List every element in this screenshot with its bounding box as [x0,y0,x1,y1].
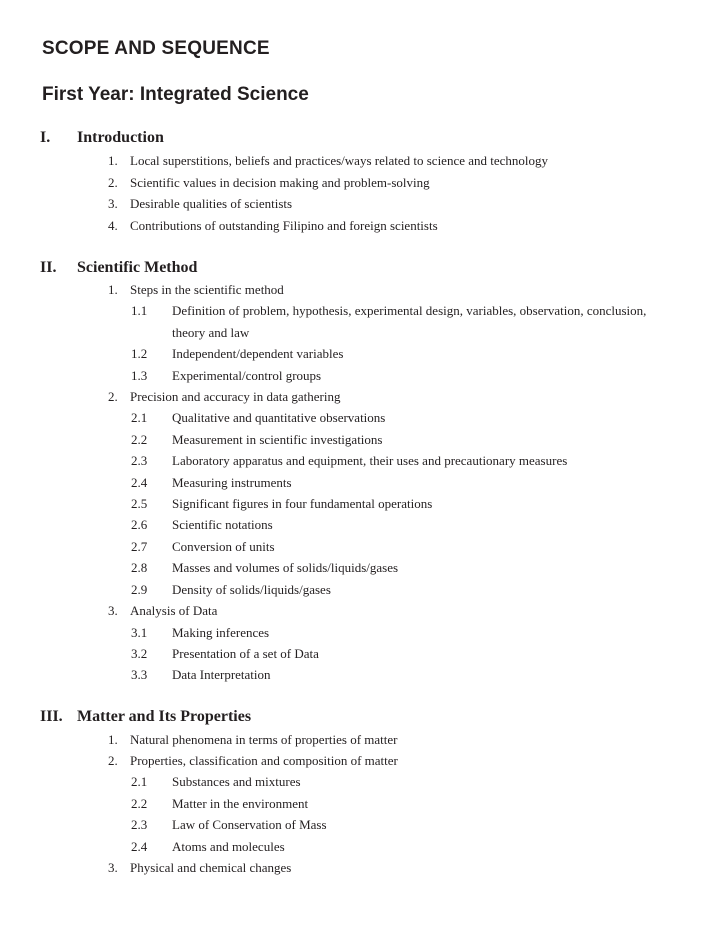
sub-item-number: 2.3 [131,453,148,468]
section-title: Matter and Its Properties [77,708,252,725]
item-text: Steps in the scientific method [130,282,284,297]
item-number: 2. [108,175,118,190]
sub-item-number: 3.1 [131,625,148,640]
sub-item-text: Masses and volumes of solids/liquids/gases [172,560,399,575]
sub-item-text: Presentation of a set of Data [172,646,319,661]
section-title: Scientific Method [77,259,198,276]
sub-item-text: Experimental/control groups [172,368,322,383]
sub-item-text: Laboratory apparatus and equipment, their uses and precautionary measures [172,453,568,468]
item-text: Physical and chemical changes [130,860,292,875]
sub-item-text: Measurement in scientific investigations [172,432,383,447]
sub-item-number: 2.8 [131,560,148,575]
sub-item-number: 3.3 [131,667,148,682]
sub-item-number: 2.1 [131,410,148,425]
sub-item-text: Qualitative and quantitative observations [172,410,386,425]
item-number: 1. [108,282,118,297]
sub-item-number: 2.6 [131,517,148,532]
item-text: Contributions of outstanding Filipino and foreign scientists [130,218,438,233]
sub-item-text: Independent/dependent variables [172,346,344,361]
section-title: Introduction [77,129,164,146]
item-number: 3. [108,860,118,875]
item-number: 3. [108,603,118,618]
sub-item-text: Significant figures in four fundamental operations [172,496,433,511]
item-text: Properties, classification and composition of matter [130,753,398,768]
item-number: 1. [108,732,118,747]
sub-item-number: 2.4 [131,475,148,490]
sub-item-text: Scientific notations [172,517,273,532]
item-number: 4. [108,218,118,233]
sub-item-number: 1.3 [131,368,148,383]
sub-item-text: Law of Conservation of Mass [172,817,327,832]
sub-item-number: 2.2 [131,432,148,447]
sub-item-number: 2.9 [131,582,148,597]
section-number: I. [40,129,51,146]
sub-item-text-continuation: theory and law [172,325,250,340]
sub-item-number: 1.2 [131,346,148,361]
sub-item-number: 2.1 [131,774,148,789]
sub-item-text: Making inferences [172,625,270,640]
document-subtitle: First Year: Integrated Science [42,84,309,105]
item-number: 2. [108,753,118,768]
document-title: SCOPE AND SEQUENCE [42,38,270,59]
item-text: Local superstitions, beliefs and practices/ways related to science and technology [130,153,549,168]
section-number: III. [40,708,63,725]
sub-item-text: Measuring instruments [172,475,292,490]
item-text: Precision and accuracy in data gathering [130,389,341,404]
sub-item-text: Definition of problem, hypothesis, experimental design, variables, observation, conclusion, [172,303,647,318]
sub-item-number: 2.7 [131,539,148,554]
item-text: Natural phenomena in terms of properties of matter [130,732,398,747]
item-text: Scientific values in decision making and problem-solving [130,175,430,190]
item-number: 3. [108,196,118,211]
sub-item-text: Conversion of units [172,539,275,554]
item-number: 1. [108,153,118,168]
sub-item-number: 1.1 [131,303,148,318]
sub-item-text: Atoms and molecules [172,839,285,854]
sub-item-number: 2.4 [131,839,148,854]
sub-item-text: Substances and mixtures [172,774,301,789]
sub-item-number: 2.5 [131,496,148,511]
item-text: Analysis of Data [130,603,218,618]
sub-item-number: 3.2 [131,646,148,661]
sub-item-text: Density of solids/liquids/gases [172,582,331,597]
sub-item-number: 2.3 [131,817,148,832]
item-number: 2. [108,389,118,404]
sub-item-text: Data Interpretation [172,667,271,682]
item-text: Desirable qualities of scientists [130,196,293,211]
sub-item-number: 2.2 [131,796,148,811]
sub-item-text: Matter in the environment [172,796,309,811]
section-number: II. [40,259,57,276]
